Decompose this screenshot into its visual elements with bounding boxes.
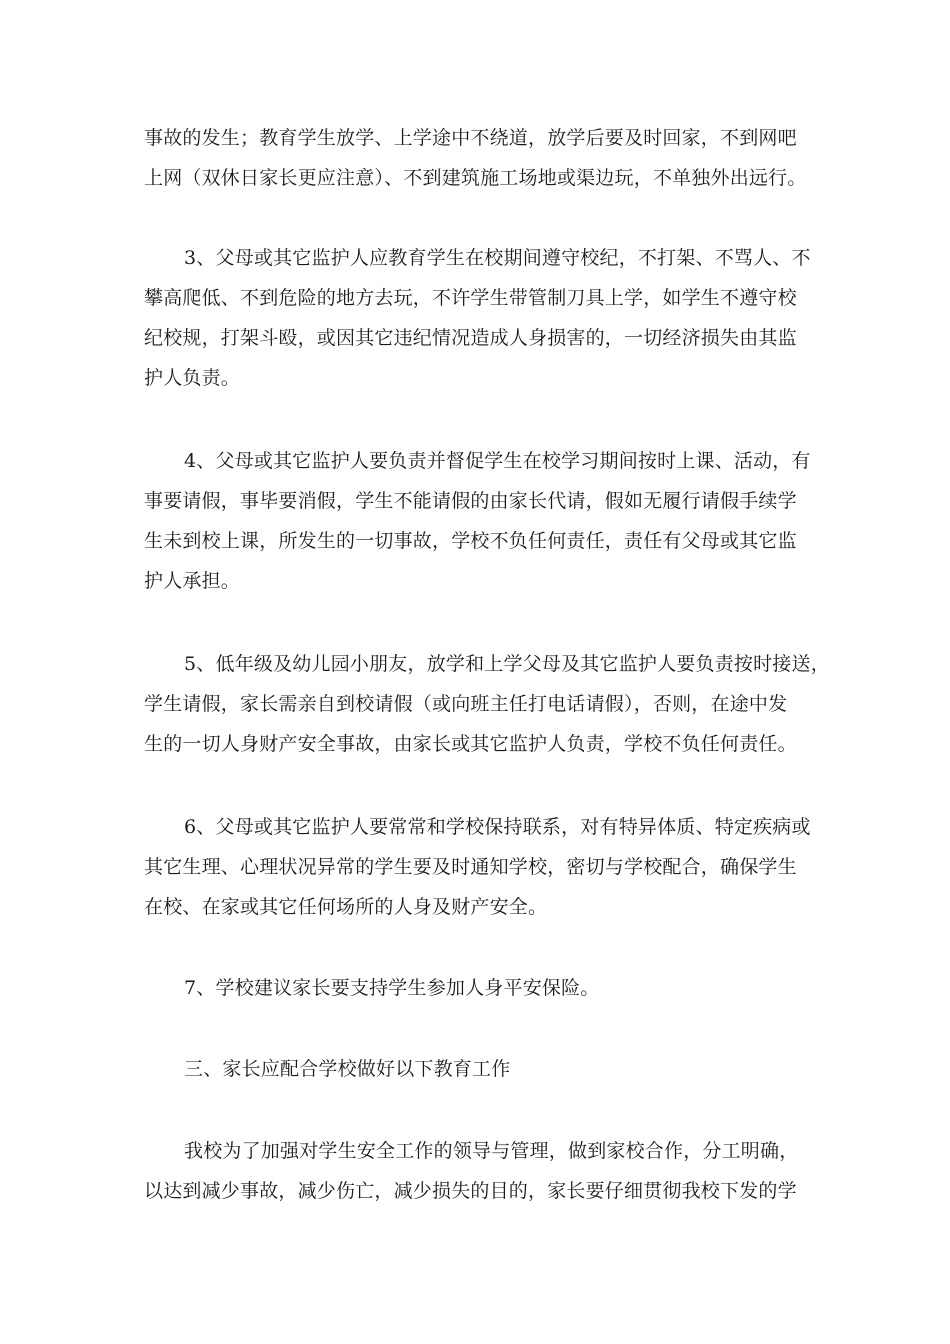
text-line: 攀高爬低、不到危险的地方去玩，不许学生带管制刀具上学，如学生不遵守校 bbox=[144, 287, 797, 309]
text-line: 事故的发生；教育学生放学、上学途中不绕道，放学后要及时回家，不到网吧 bbox=[144, 127, 797, 149]
text-line: 生的一切人身财产安全事故，由家长或其它监护人负责，学校不负任何责任。 bbox=[144, 733, 797, 755]
text-line: 6、父母或其它监护人要常常和学校保持联系，对有特异体质、特定疾病或 bbox=[184, 816, 811, 838]
text-line: 4、父母或其它监护人要负责并督促学生在校学习期间按时上课、活动，有 bbox=[184, 450, 811, 472]
text-line: 3、父母或其它监护人应教育学生在校期间遵守校纪，不打架、不骂人、不 bbox=[184, 247, 811, 269]
paragraph-item-4 bbox=[144, 441, 824, 601]
paragraph-item-6 bbox=[144, 807, 824, 927]
text-line: 以达到减少事故，减少伤亡，减少损失的目的，家长要仔细贯彻我校下发的学 bbox=[144, 1180, 797, 1202]
section-title: 三、家长应配合学校做好以下教育工作 bbox=[184, 1058, 511, 1080]
text-line: 5、低年级及幼儿园小朋友，放学和上学父母及其它监护人要负责按时接送， bbox=[184, 653, 830, 675]
paragraph-school-intro bbox=[144, 1131, 824, 1211]
text-line: 生未到校上课，所发生的一切事故，学校不负任何责任，责任有父母或其它监 bbox=[144, 530, 797, 552]
paragraph-item-3 bbox=[144, 238, 824, 398]
text-line: 纪校规，打架斗殴，或因其它违纪情况造成人身损害的，一切经济损失由其监 bbox=[144, 327, 797, 349]
section-heading bbox=[144, 1049, 824, 1089]
text-line: 护人承担。 bbox=[144, 570, 241, 592]
text-line: 在校、在家或其它任何场所的人身及财产安全。 bbox=[144, 896, 548, 918]
text-line: 7、学校建议家长要支持学生参加人身平安保险。 bbox=[184, 977, 600, 999]
text-line: 事要请假，事毕要消假，学生不能请假的由家长代请，假如无履行请假手续学 bbox=[144, 490, 797, 512]
paragraph-continued bbox=[144, 118, 824, 198]
text-line: 学生请假，家长需亲自到校请假（或向班主任打电话请假），否则，在途中发 bbox=[144, 693, 788, 715]
text-line: 其它生理、心理状况异常的学生要及时通知学校，密切与学校配合，确保学生 bbox=[144, 856, 797, 878]
text-line: 上网（双休日家长更应注意）、不到建筑施工场地或渠边玩，不单独外出远行。 bbox=[144, 167, 807, 189]
paragraph-item-7 bbox=[144, 968, 824, 1008]
text-line: 护人负责。 bbox=[144, 367, 241, 389]
text-line: 我校为了加强对学生安全工作的领导与管理，做到家校合作，分工明确， bbox=[184, 1140, 799, 1162]
paragraph-item-5 bbox=[144, 644, 830, 764]
